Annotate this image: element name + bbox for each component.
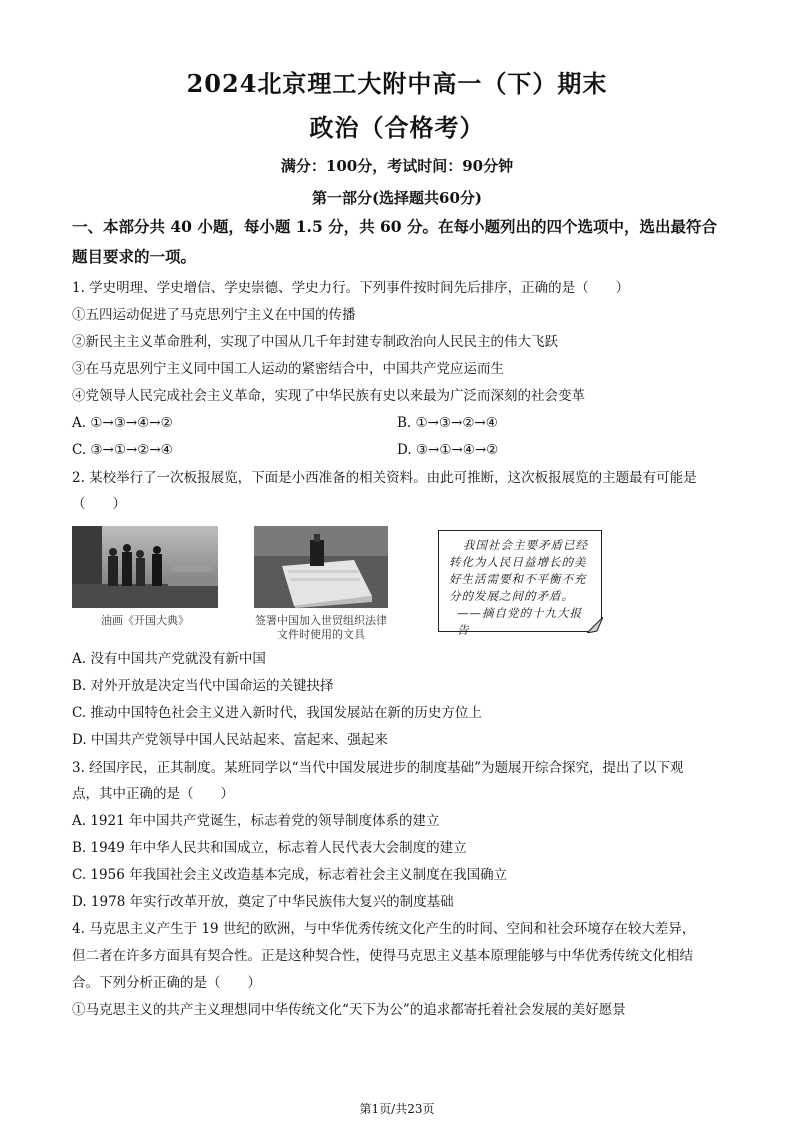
founding-ceremony-painting: [72, 526, 218, 608]
q1-item-2: ②新民主主义革命胜利，实现了中国从几千年封建专制政治向人民民主的伟大飞跃: [72, 334, 558, 350]
page-number: 第1页/共23页: [359, 1102, 435, 1116]
q1-option-a: A. ①→③→④→②: [72, 415, 173, 431]
quote-source: ——摘自党的十九大报告: [457, 606, 582, 637]
q1-option-b: B. ①→③→②→④: [397, 415, 498, 431]
q2-option-c: C. 推动中国特色社会主义进入新时代，我国发展站在新的历史方位上: [72, 705, 482, 721]
exam-subject: 政治（合格考）: [309, 113, 485, 142]
quote-line: 分的发展之间的矛盾。: [449, 589, 574, 603]
q1-stem: 1. 学史明理、学史增信、学史崇德、学史力行。下列事件按时间先后排序，正确的是（ ）: [72, 280, 630, 296]
q4-stem-line3: 合。下列分析正确的是（ ）: [72, 975, 261, 991]
report-quote-box: [438, 530, 602, 637]
q3-option-d: D. 1978 年实行改革开放，奠定了中华民族伟大复兴的制度基础: [72, 894, 454, 910]
quote-line: 好生活需要和不平衡不充: [449, 572, 587, 586]
q4-item-1: ①马克思主义的共产主义理想同中华传统文化“天下为公”的追求都寄托着社会发展的美好愿景: [72, 1002, 626, 1018]
page-curl-icon: [587, 617, 603, 633]
q1-item-4: ④党领导人民完成社会主义革命，实现了中华民族有史以来最为广泛而深刻的社会变革: [72, 388, 585, 404]
quote-line: 转化为人民日益增长的美: [449, 555, 587, 569]
q2-option-a: A. 没有中国共产党就没有新中国: [72, 651, 266, 667]
q2-option-b: B. 对外开放是决定当代中国命运的关键抉择: [72, 678, 334, 694]
part-title: 第一部分(选择题共60分): [311, 189, 483, 207]
q1-option-c: C. ③→①→②→④: [72, 442, 173, 458]
report-quote-text: [449, 537, 593, 639]
q4-stem-line1: 4. 马克思主义产生于 19 世纪的欧洲，与中华优秀传统文化产生的时间、空间和社会环境存在较大差异，: [72, 921, 696, 937]
q3-stem-line1: 3. 经国序民，正其制度。某班同学以“当代中国发展进步的制度基础”为题展开综合探究，提出了以下观: [72, 760, 684, 776]
caption-stationery-line1: 签署中国加入世贸组织法律: [255, 614, 387, 627]
q3-option-b: B. 1949 年中华人民共和国成立，标志着人民代表大会制度的建立: [72, 840, 467, 856]
q1-item-3: ③在马克思列宁主义同中国工人运动的紧密结合中，中国共产党应运而生: [72, 361, 504, 377]
exam-title: 2024北京理工大附中高一（下）期末: [186, 69, 608, 98]
section-instruction-line2: 题目要求的一项。: [72, 247, 197, 266]
caption-painting: 油画《开国大典》: [101, 614, 189, 627]
q2-option-d: D. 中国共产党领导中国人民站起来、富起来、强起来: [72, 732, 388, 748]
section-instruction-line1: 一、本部分共 40 小题，每小题 1.5 分，共 60 分。在每小题列出的四个选项中，选出最符合: [72, 217, 717, 236]
q3-option-a: A. 1921 年中国共产党诞生，标志着党的领导制度体系的建立: [72, 813, 440, 829]
q4-stem-line2: 但二者在许多方面具有契合性。正是这种契合性，使得马克思主义基本原理能够与中华优秀传统文化相结: [72, 948, 693, 964]
q2-stem-line1: 2. 某校举行了一次板报展览，下面是小西准备的相关资料。由此可推断，这次板报展览的主题最有可能是: [72, 470, 697, 486]
q3-stem-line2: 点，其中正确的是（ ）: [72, 786, 234, 802]
q3-option-c: C. 1956 年我国社会主义改造基本完成，标志着社会主义制度在我国确立: [72, 867, 508, 883]
caption-stationery-line2: 文件时使用的文具: [277, 628, 365, 641]
q2-stem-line2: （ ）: [72, 496, 126, 512]
wto-signing-stationery-photo: [254, 526, 388, 608]
q1-option-d: D. ③→①→④→②: [397, 442, 499, 458]
q1-item-1: ①五四运动促进了马克思列宁主义在中国的传播: [72, 307, 356, 323]
quote-line: 我国社会主要矛盾已经: [463, 538, 588, 552]
exam-info: 满分：100分，考试时间：90分钟: [280, 157, 514, 175]
